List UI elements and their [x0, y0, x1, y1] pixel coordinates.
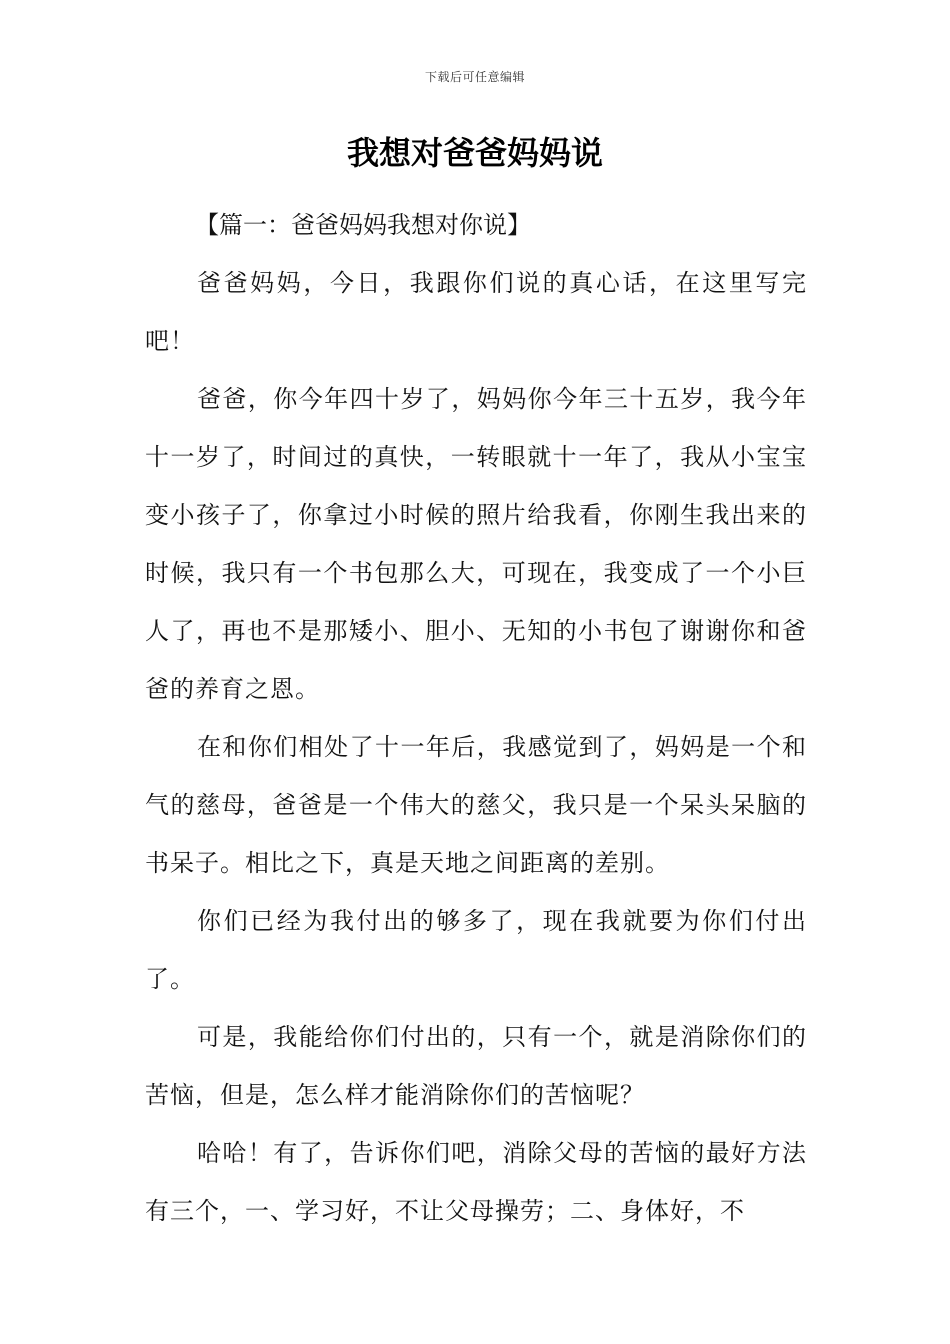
paragraph-2: 爸爸，你今年四十岁了，妈妈你今年三十五岁，我今年十一岁了，时间过的真快，一转眼就十一年了，我从小宝宝变小孩子了，你拿过小时候的照片给我看，你刚生我出来的时候，我只有一个书包那么大，可现在，我变成了一个小巨人了，再也不是那矮小、胆小、无知的小书包了谢谢你和爸爸的养育之恩。: [145, 385, 807, 703]
document-body: [145, 196, 807, 1240]
paragraph-6: 哈哈！有了，告诉你们吧，消除父母的苦恼的最好方法有三个，一、学习好，不让父母操劳；二、身体好，不: [145, 1139, 807, 1225]
section-heading: 【篇一：爸爸妈妈我想对你说】: [195, 211, 531, 239]
paragraph-4: 你们已经为我付出的够多了，现在我就要为你们付出了。: [145, 907, 807, 993]
document-title: 我想对爸爸妈妈说: [346, 134, 603, 172]
paragraph-3: 在和你们相处了十一年后，我感觉到了，妈妈是一个和气的慈母，爸爸是一个伟大的慈父，我只是一个呆头呆脑的书呆子。相比之下，真是天地之间距离的差别。: [145, 733, 807, 877]
paragraph-5: 可是，我能给你们付出的，只有一个，就是消除你们的苦恼，但是，怎么样才能消除你们的苦恼呢？: [145, 1023, 807, 1109]
header-note: 下载后可任意编辑: [424, 70, 525, 84]
paragraph-1: 爸爸妈妈，今日，我跟你们说的真心话，在这里写完吧！: [145, 269, 807, 355]
